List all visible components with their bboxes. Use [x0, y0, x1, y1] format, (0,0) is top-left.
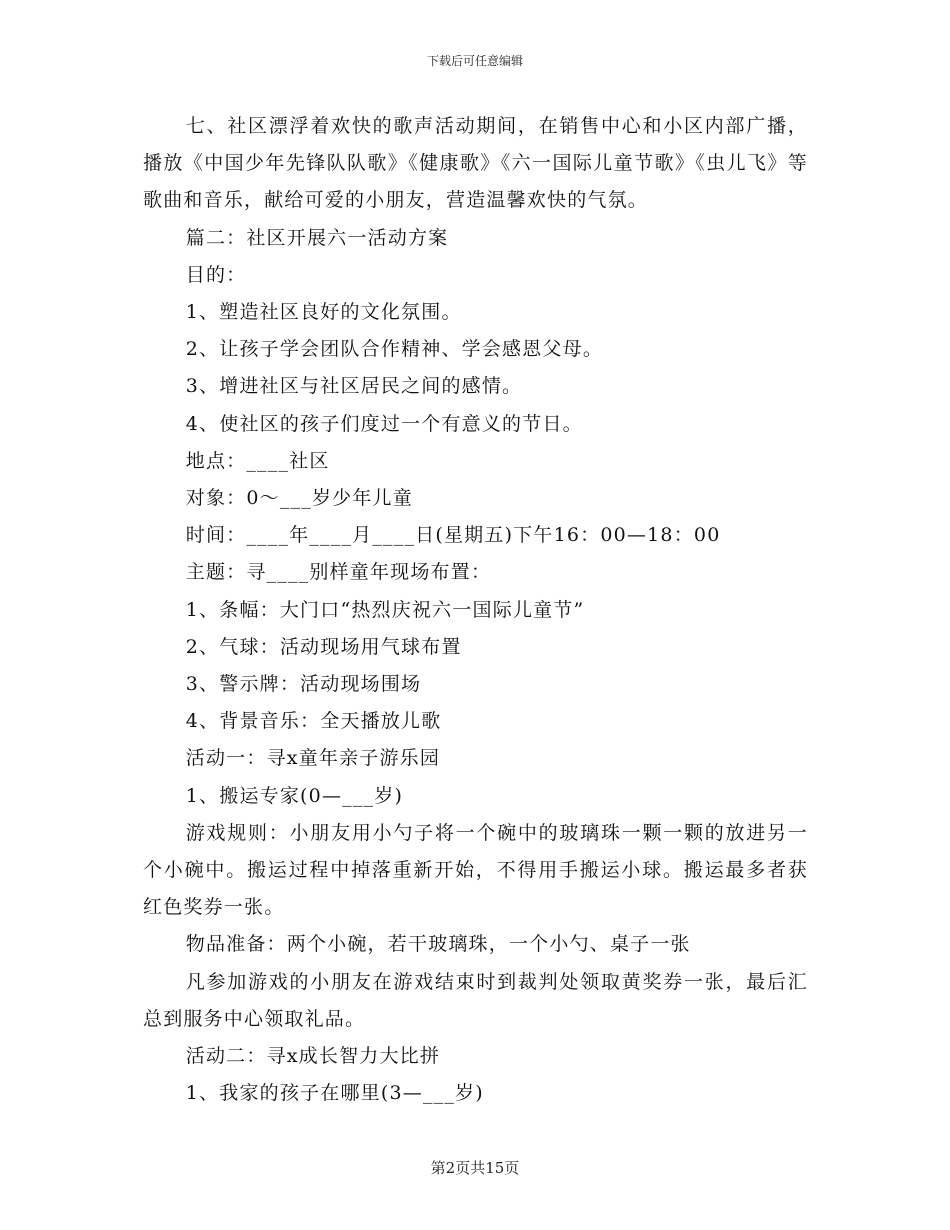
list-item: 1、条幅：大门口“热烈庆祝六一国际儿童节”: [185, 598, 585, 621]
paragraph: 游戏规则：小朋友用小勺子将一个碗中的玻璃珠一颗一颗的放进另一个小碗中。搬运过程中掉落重新开始，不得用手搬运小球。搬运最多者获红色奖券一张。: [143, 821, 808, 919]
paragraph: 对象：0～___岁少年儿童: [185, 487, 413, 510]
list-item: 2、让孩子学会团队合作精神、学会感恩父母。: [185, 338, 604, 361]
section-title: 活动二：寻x成长智力大比拼: [185, 1045, 441, 1068]
paragraph: 主题：寻____别样童年现场布置：: [185, 561, 492, 584]
document-body: [143, 108, 808, 1112]
paragraph: 目的：: [185, 263, 247, 286]
section-title: 活动一：寻x童年亲子游乐园: [185, 747, 441, 770]
list-item: 3、警示牌：活动现场围场: [185, 673, 422, 696]
paragraph: 凡参加游戏的小朋友在游戏结束时到裁判处领取黄奖券一张，最后汇总到服务中心领取礼品。: [143, 970, 808, 1030]
list-item: 3、增进社区与社区居民之间的感情。: [185, 375, 523, 398]
paragraph: 七、社区漂浮着欢快的歌声活动期间，在销售中心和小区内部广播，播放《中国少年先锋队队歌》《健康歌》《六一国际儿童节歌》《虫儿飞》等歌曲和音乐，献给可爱的小朋友，营造温馨欢快的气氛。: [143, 115, 808, 212]
page-header: 下载后可任意编辑: [426, 54, 523, 68]
paragraph: 时间：____年____月____日(星期五)下午16：00—18：00: [185, 524, 721, 547]
list-item: 1、搬运专家(0—___岁): [185, 784, 404, 807]
paragraph: 物品准备：两个小碗，若干玻璃珠，一个小勺、桌子一张: [185, 933, 691, 956]
paragraph: 地点：____社区: [185, 449, 330, 472]
list-item: 1、我家的孩子在哪里(3—___岁): [185, 1082, 484, 1105]
section-title: 篇二：社区开展六一活动方案: [185, 226, 449, 249]
list-item: 4、使社区的孩子们度过一个有意义的节日。: [185, 412, 583, 435]
page-footer: 第2页共15页: [430, 1159, 520, 1177]
list-item: 1、塑造社区良好的文化氛围。: [185, 301, 462, 324]
list-item: 2、气球：活动现场用气球布置: [185, 635, 462, 658]
list-item: 4、背景音乐：全天播放儿歌: [185, 710, 442, 733]
